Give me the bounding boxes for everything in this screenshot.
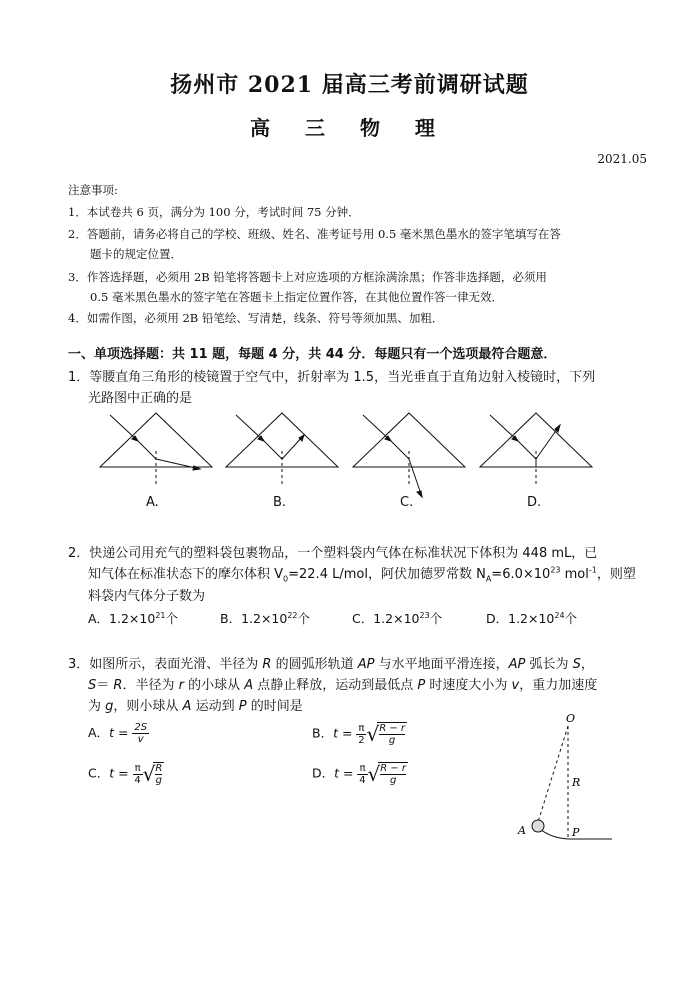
q1-option-label: D. <box>527 495 542 510</box>
q3-arc-figure <box>508 712 620 847</box>
radius-line-oa <box>538 726 568 822</box>
ball <box>532 820 544 832</box>
q2-text: 料袋内气体分子数为 <box>88 589 206 604</box>
refracted-ray <box>138 441 156 459</box>
q2-option-c: C．$1.2\times 10^{23}$个 <box>352 610 443 626</box>
q3-option-c: C．t = $\frac{\pi}{4}$ √ $\frac{R}{g}$ <box>88 762 163 786</box>
point-a-label: A <box>518 824 526 837</box>
notice-heading: 注意事项: <box>68 183 118 197</box>
prism-diagram-a <box>100 413 212 485</box>
q1-text: 光路图中正确的是 <box>88 391 193 406</box>
prism-diagram-d <box>480 413 592 485</box>
notice-item: 4．如需作图，必须用 2B 铅笔绘、写清楚，线条、符号等须加黑、加粗． <box>68 311 444 325</box>
point-p-label: P <box>572 826 580 839</box>
notice-item: 0.5 毫米黑色墨水的签字笔在答题卡上指定位置作答，在其他位置作答一律无效． <box>90 290 503 304</box>
q1-prism-diagrams <box>90 405 610 505</box>
q1-option-label: A. <box>146 495 159 510</box>
page-title: 扬州市 2021 届高三考前调研试题 <box>170 72 529 98</box>
q2-option-d: D．$1.2\times 10^{24}$个 <box>486 610 578 626</box>
q3-option-b: B．t = $\frac{\pi}{2}$ √ $\frac{R - r}{g}$ <box>312 722 405 746</box>
notice-item: 题卡的规定位置． <box>90 247 182 261</box>
notice-item: 3．作答选择题，必须用 2B 铅笔将答题卡上对应选项的方框涂满涂黑；作答非选择题，必须用 <box>68 270 547 284</box>
q3-option-a: A．t = $\frac{2S}{v}$ <box>88 722 148 745</box>
refracted-ray <box>518 441 536 459</box>
q1-option-label: C. <box>400 495 414 510</box>
page-subtitle: 高 三 物 理 <box>250 116 449 140</box>
notice-item: 1．本试卷共 6 页，满分为 100 分，考试时间 75 分钟． <box>68 205 360 219</box>
q1-option-label: B. <box>273 495 287 510</box>
q3-text: 3．如图所示，表面光滑、半径为 R 的圆弧形轨道 AP 与水平地面平滑连接，AP 弧长为 S， <box>68 657 594 672</box>
q3-text: S＝ R．半径为 r 的小球从 A 点静止释放，运动到最低点 P 时速度大小为 v，重力加速度 <box>88 678 598 693</box>
refracted-ray <box>264 441 282 459</box>
exam-date: 2021.05 <box>597 152 647 166</box>
q2-option-b: B．$1.2\times 10^{22}$个 <box>220 610 311 626</box>
q2-text: 2．快递公司用充气的塑料袋包裹物品，一个塑料袋内气体在标准状况下体积为 448 mL，已 <box>68 546 598 561</box>
q2-option-a: A．$1.2\times 10^{21}$个 <box>88 610 179 626</box>
section-heading: 一、单项选择题：共 11 题，每题 4 分，共 44 分．每题只有一个选项最符合题意． <box>68 347 557 362</box>
q1-text: 1．等腰直角三角形的棱镜置于空气中，折射率为 1.5，当光垂直于直角边射入棱镜时，下列 <box>68 370 596 385</box>
point-o-label: O <box>566 712 576 725</box>
notice-item: 2．答题前，请务必将自己的学校、班级、姓名、准考证号用 0.5 毫米黑色墨水的签字笔填写在答 <box>68 227 561 241</box>
refracted-ray <box>391 441 409 459</box>
prism-diagram-b <box>226 413 338 485</box>
prism-diagram-c <box>353 413 465 497</box>
arrow-icon <box>417 491 422 497</box>
q3-option-d: D．t = $\frac{\pi}{4}$ √ $\frac{R - r}{g}$ <box>312 762 407 786</box>
radius-label: R <box>572 776 581 789</box>
q2-text: 知气体在标准状态下的摩尔体积 $V_0=22.4$ L/mol，阿伏加德罗常数 $N_A=6.0\times 10^{23}$ mol$^{-1}$，则塑 <box>88 565 636 584</box>
q3-text: 为 g，则小球从 A 运动到 P 的时间是 <box>88 699 303 714</box>
